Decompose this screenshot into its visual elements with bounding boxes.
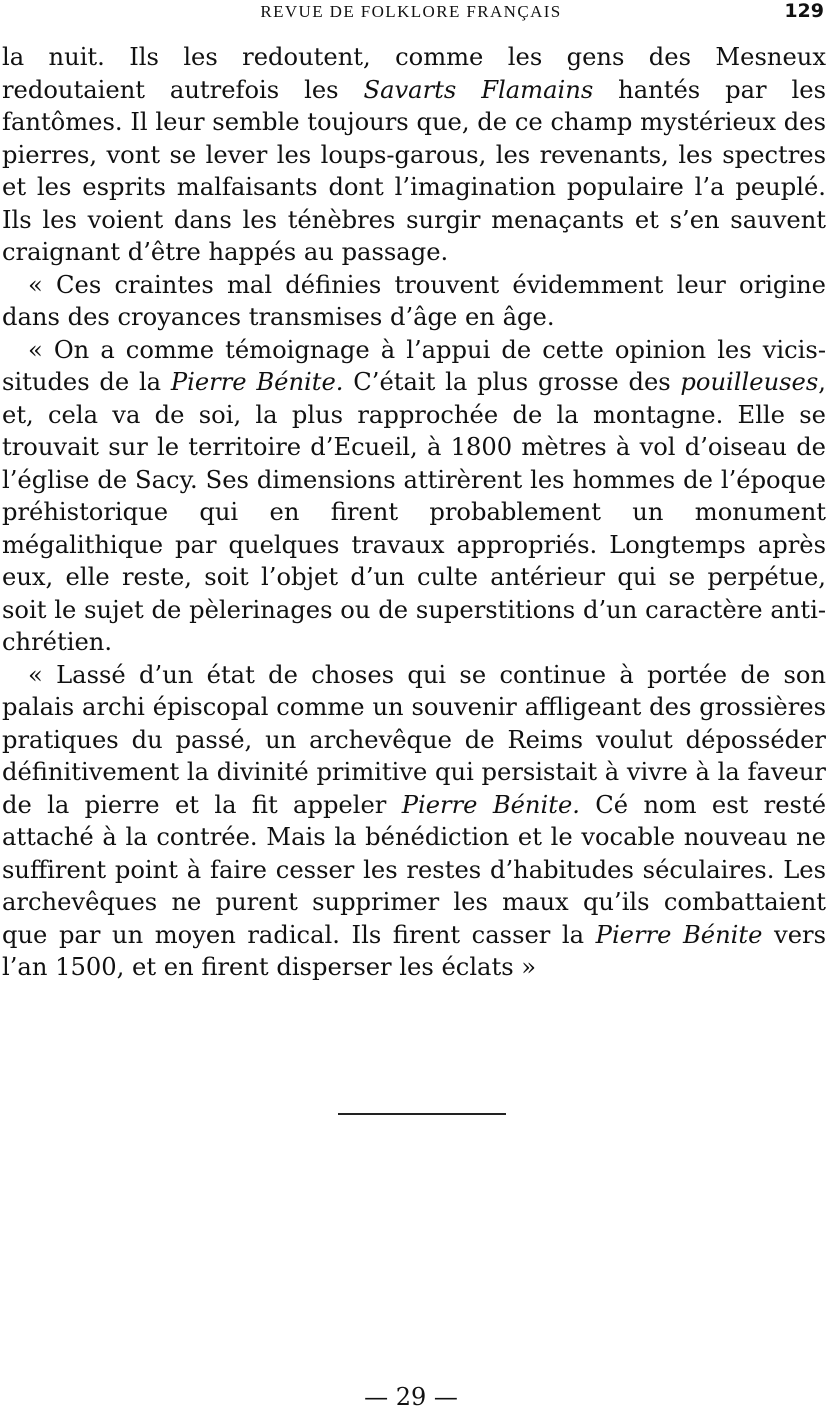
paragraph-1: [2, 41, 826, 269]
paragraph-4-text-c: vers l’an 1500, et en firent disperser les éclats »: [2, 920, 826, 981]
paragraph-3-text-a: « On a comme témoignage à l’appui de cette opinion les vicissitudes de la: [2, 335, 826, 396]
paragraph-3-text-b: C’était la plus grosse des: [343, 368, 681, 396]
section-divider: [338, 1113, 506, 1115]
paragraph-2: « Ces craintes mal définies trouvent évidemment leur origine dans des croyances transmises d’âge en âge.: [2, 270, 826, 331]
paragraph-3-text-c: , et, cela va de soi, la plus rapprochée de la montagne. Elle se trouvait sur le territoire d’Ecueil, à 1800 mètres à vol d’oiseau de l’église de Sacy. Ses dimensions attirèrent les hommes de l’époque préhistorique qui en firent probablement un monument mégalithique par quelques travaux appropriés. Longtemps après eux, elle reste, soit l’objet d’un culte antérieur qui se perpétue, soit le sujet de pèlerinages ou de superstitions d’un caractère anti-chrétien.: [2, 368, 826, 656]
article-body: [2, 41, 826, 984]
italic-pouilleuses: pouilleuses: [680, 368, 819, 396]
running-header: [0, 0, 830, 30]
paragraph-3: [2, 334, 826, 659]
italic-pierre-benite: Pierre Bénite.: [170, 368, 344, 396]
italic-savarts-flamains: Savarts Flamains: [363, 75, 594, 104]
paragraph-4: [2, 659, 826, 984]
italic-pierre-benite-3: Pierre Bénite: [595, 920, 763, 949]
header-page-mark: 129: [784, 0, 824, 22]
paragraph-4-text-b: Cé nom est resté attaché à la contrée. Mais la bénédiction et le vocable nouveau ne suffirent point à faire cesser les restes d’habitudes séculaires. Les archevêques ne purent supprimer les maux qu’ils combattaient que par un moyen radical. Ils firent casser la: [2, 790, 827, 949]
paragraph-4-text-a: « Lassé d’un état de choses qui se continue à portée de son palais archi épiscopal comme un souvenir affligeant des grossières pratiques du passé, un archevêque de Reims voulut déposséder définitivement la divinité primitive qui persistait à vivre à la faveur de la pierre et la fit appeler: [2, 660, 826, 819]
page-number: — 29 —: [364, 1383, 458, 1411]
journal-title: REVUE DE FOLKLORE FRANÇAIS: [260, 2, 562, 21]
paragraph-1-text-a: la nuit. Ils les redoutent, comme les gens des Mesneux redoutaient autrefois les: [2, 43, 826, 104]
paragraph-1-text-b: hantés par les fantômes. Il leur semble toujours que, de ce champ mystérieux des pierres, vont se lever les loups-garous, les revenants, les spectres et les esprits malfaisants dont l’imagination populaire l’a peuplé. Ils les voient dans les ténèbres surgir menaçants et s’en sauvent craignant d’être happés au passage.: [2, 75, 826, 266]
italic-pierre-benite-2: Pierre Bénite.: [401, 790, 580, 819]
